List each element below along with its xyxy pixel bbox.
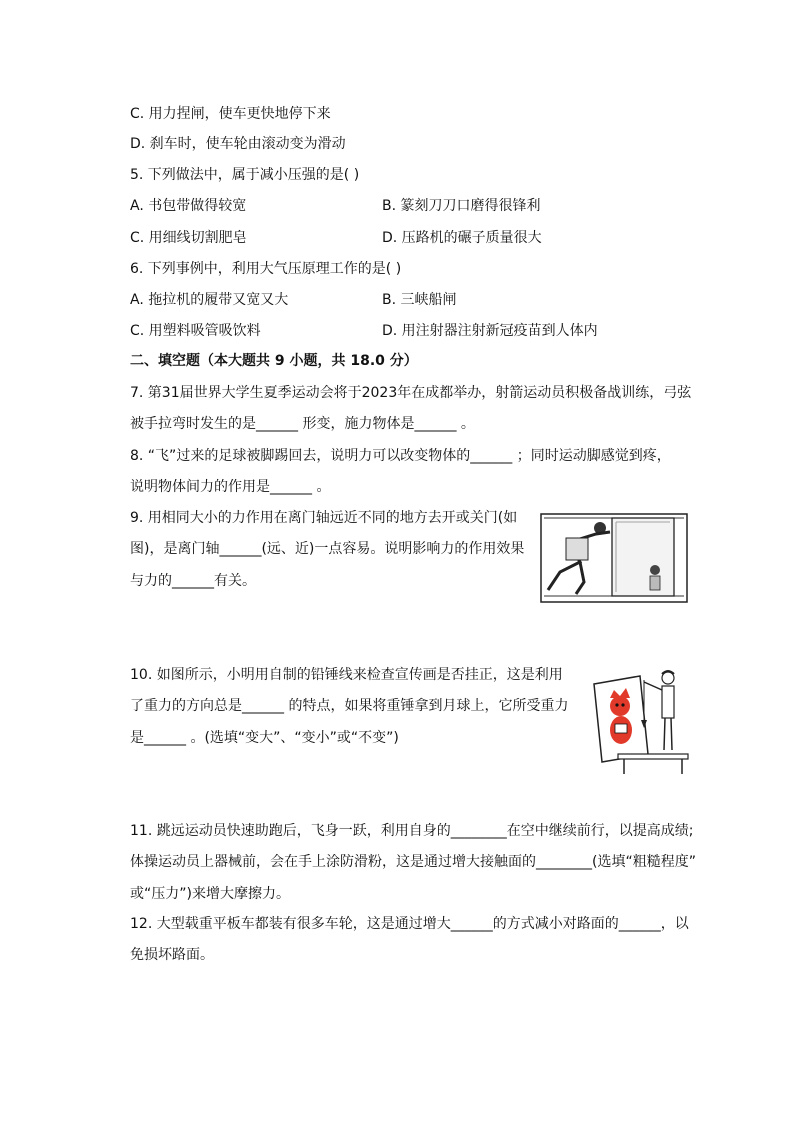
q9-line3: 与力的______有关。 <box>130 573 256 589</box>
q10-line2: 了重力的方向总是______ 的特点，如果将重锤拿到月球上，它所受重力 <box>130 698 569 714</box>
door-illustration <box>540 512 688 604</box>
plumb-line-illustration <box>588 662 690 776</box>
q10-line3: 是______ 。(选填“变大”、“变小”或“不变”) <box>130 730 399 746</box>
q6-option-d: D. 用注射器注射新冠疫苗到人体内 <box>382 323 598 339</box>
q5-option-c: C. 用细线切割肥皂 <box>130 230 247 246</box>
q6-option-c: C. 用塑料吸管吸饮料 <box>130 323 261 339</box>
q5-option-d: D. 压路机的碾子质量很大 <box>382 230 542 246</box>
q12-line1: 12. 大型载重平板车都装有很多车轮，这是通过增大______的方式减小对路面的______，以 <box>130 916 689 932</box>
q9-line2: 图)，是离门轴______(远、近)一点容易。说明影响力的作用效果 <box>130 541 525 557</box>
q5-option-a: A. 书包带做得较宽 <box>130 198 247 214</box>
q5-option-b: B. 篆刻刀刀口磨得很锋利 <box>382 198 541 214</box>
q6-option-a: A. 拖拉机的履带又宽又大 <box>130 292 289 308</box>
q8-line2: 说明物体间力的作用是______ 。 <box>130 479 331 495</box>
q4-option-c: C. 用力捏闸，使车更快地停下来 <box>130 106 331 122</box>
q8-line1: 8. “飞”过来的足球被脚踢回去，说明力可以改变物体的______ ；同时运动脚感觉到疼， <box>130 448 671 464</box>
q7-line2: 被手拉弯时发生的是______ 形变，施力物体是______ 。 <box>130 416 475 432</box>
q10-line1: 10. 如图所示，小明用自制的铅锤线来检查宣传画是否挂正，这是利用 <box>130 667 563 683</box>
q12-line2: 免损坏路面。 <box>130 947 214 963</box>
q11-line3: 或“压力”)来增大摩擦力。 <box>130 886 290 902</box>
section-title-fill-in: 二、填空题（本大题共 9 小题，共 18.0 分） <box>130 353 418 369</box>
q4-option-d: D. 刹车时，使车轮由滚动变为滑动 <box>130 136 346 152</box>
q9-line1: 9. 用相同大小的力作用在离门轴远近不同的地方去开或关门(如 <box>130 510 518 526</box>
q11-line2: 体操运动员上器械前，会在手上涂防滑粉，这是通过增大接触面的________(选填“粗糙程度” <box>130 854 696 870</box>
q6-option-b: B. 三峡船闸 <box>382 292 457 308</box>
q6-stem: 6. 下列事例中，利用大气压原理工作的是( ) <box>130 261 402 277</box>
q11-line1: 11. 跳远运动员快速助跑后，飞身一跃，利用自身的________在空中继续前行，以提高成绩; <box>130 823 694 839</box>
q5-stem: 5. 下列做法中，属于减小压强的是( ) <box>130 167 360 183</box>
q7-line1: 7. 第31届世界大学生夏季运动会将于2023年在成都举办，射箭运动员积极备战训练，弓弦 <box>130 385 692 401</box>
